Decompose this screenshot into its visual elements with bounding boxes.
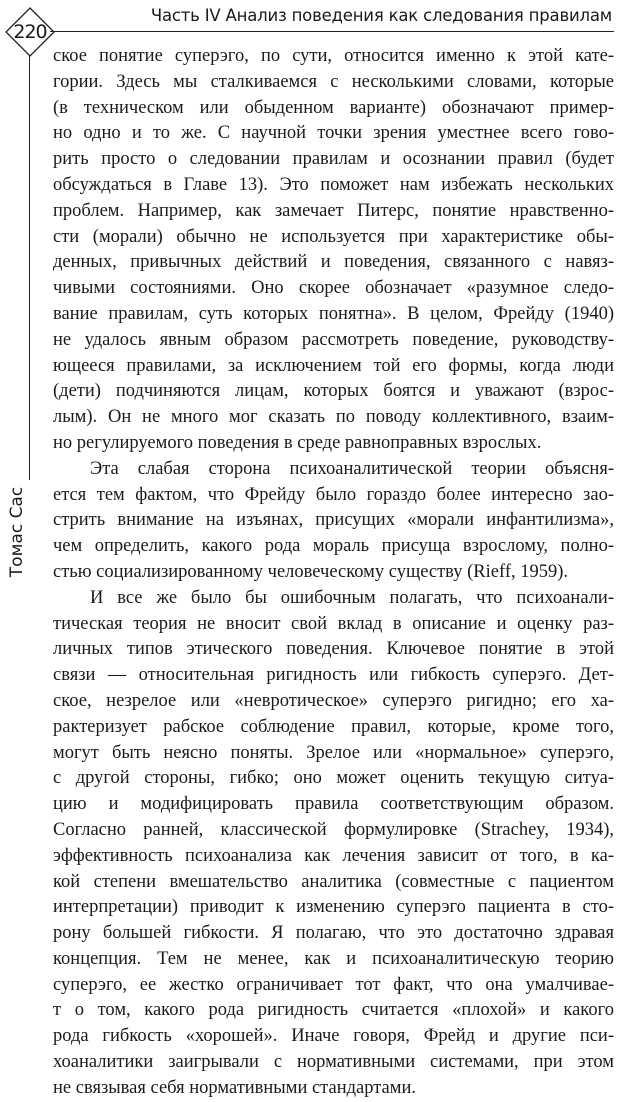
- text-line: стью социализированному человеческому существу (Rieff, 1959).: [53, 561, 569, 582]
- text-line: ется тем фактом, что Фрейду было гораздо более интересно зао-: [53, 484, 614, 505]
- paragraph: [53, 586, 614, 1102]
- page-number: 220: [13, 21, 47, 43]
- text-line: личных типов этического поведения. Ключевое понятие в этой: [53, 639, 614, 660]
- text-line: суперэго, ее жестко ограничивает тот факт, что она умалчивае-: [53, 974, 614, 995]
- text-line: лым). Он не много мог сказать по поводу коллективного, взаим-: [53, 407, 614, 428]
- text-line: рактеризует рабское соблюдение правил, которые, кроме того,: [53, 716, 614, 737]
- text-line: эффективность психоанализа как лечения зависит от того, в ка-: [53, 845, 614, 866]
- text-line: могут быть неясно поняты. Зрелое или «нормальное» суперэго,: [53, 742, 614, 763]
- text-line: но одно и то же. С научной точки зрения уместнее всего гово-: [53, 123, 614, 144]
- text-line: (дети) подчиняются лицам, которых боятся и уважают (взрос-: [53, 381, 614, 402]
- text-line: цию и модифицировать правила соответствующим образом.: [53, 794, 614, 815]
- paragraph: [53, 457, 614, 586]
- text-line: т о том, какого рода ригидность считается «плохой» и какого: [53, 1000, 614, 1021]
- author-name: Томас Сас: [7, 486, 27, 578]
- header-rule: [50, 31, 614, 32]
- text-line: Согласно ранней, классической формулировке (Strachey, 1934),: [53, 819, 614, 840]
- text-line: денных, привычных действий и поведения, связанного с навяз-: [53, 252, 614, 273]
- text-line: не удалось явным образом рассмотреть поведение, руководству-: [53, 329, 614, 350]
- text-line: чем определить, какого рода мораль присуща взрослому, полно-: [53, 536, 614, 557]
- text-line: связи — относительная ригидность или гибкость суперэго. Дет-: [53, 665, 614, 686]
- text-line: интерпретации) приводит к изменению суперэго пациента в сто-: [53, 897, 614, 918]
- text-line: проблем. Например, как замечает Питерс, понятие нравственно-: [53, 200, 614, 221]
- text-line: рода гибкость «хорошей». Иначе говоря, Фрейд и другие пси-: [53, 1026, 614, 1047]
- text-line: сти (морали) обычно не используется при характеристике обы-: [53, 226, 614, 247]
- text-line: но регулируемого поведения в среде равноправных взрослых.: [53, 432, 542, 453]
- text-line: Эта слабая сторона психоаналитической теории объясня-: [90, 458, 614, 479]
- text-line: стрить внимание на изъянах, присущих «морали инфантилизма»,: [53, 510, 614, 531]
- text-line: чивыми состояниями. Оно скорее обозначает «разумное следо-: [53, 278, 614, 299]
- text-line: рону большей гибкости. Я полагаю, что это достаточно здравая: [53, 923, 614, 944]
- text-line: ющееся правилами, за исключением той его формы, когда люди: [53, 355, 614, 376]
- text-line: обсуждаться в Главе 13). Это поможет нам избежать нескольких: [53, 174, 614, 195]
- text-line: вание правилам, суть которых понятна». В целом, Фрейду (1940): [53, 303, 614, 324]
- text-line: не связывая себя нормативными стандартами.: [53, 1077, 416, 1098]
- text-line: кой степени вмешательство аналитика (совместные с пациентом: [53, 871, 614, 892]
- text-line: гории. Здесь мы сталкиваемся с несколькими словами, которые: [53, 71, 614, 92]
- text-line: концепция. Тем не менее, как и психоаналитическую теорию: [53, 948, 614, 969]
- text-line: с другой стороны, гибко; оно может оценить текущую ситуа-: [53, 768, 614, 789]
- text-line: хоаналитики заигрывали с нормативными системами, при этом: [53, 1052, 614, 1073]
- text-line: тическая теория не вносит свой вклад в описание и оценку раз-: [53, 613, 614, 634]
- paragraph: [53, 44, 614, 457]
- side-rule: [29, 56, 30, 480]
- text-line: ское, незрелое или «невротическое» суперэго ригидно; его ха-: [53, 690, 614, 711]
- text-line: рить просто о следовании правилам и осознании правил (будет: [53, 149, 614, 170]
- text-line: (в техническом или обыденном варианте) обозначают пример-: [53, 97, 614, 118]
- page-number-badge: [4, 6, 56, 58]
- text-line: ское понятие суперэго, по сути, относится именно к этой кате-: [53, 46, 614, 66]
- body-text: [53, 44, 614, 1102]
- running-title: Часть IV Анализ поведения как следования правилам: [150, 6, 612, 25]
- text-line: И все же было бы ошибочным полагать, что психоанали-: [90, 587, 614, 608]
